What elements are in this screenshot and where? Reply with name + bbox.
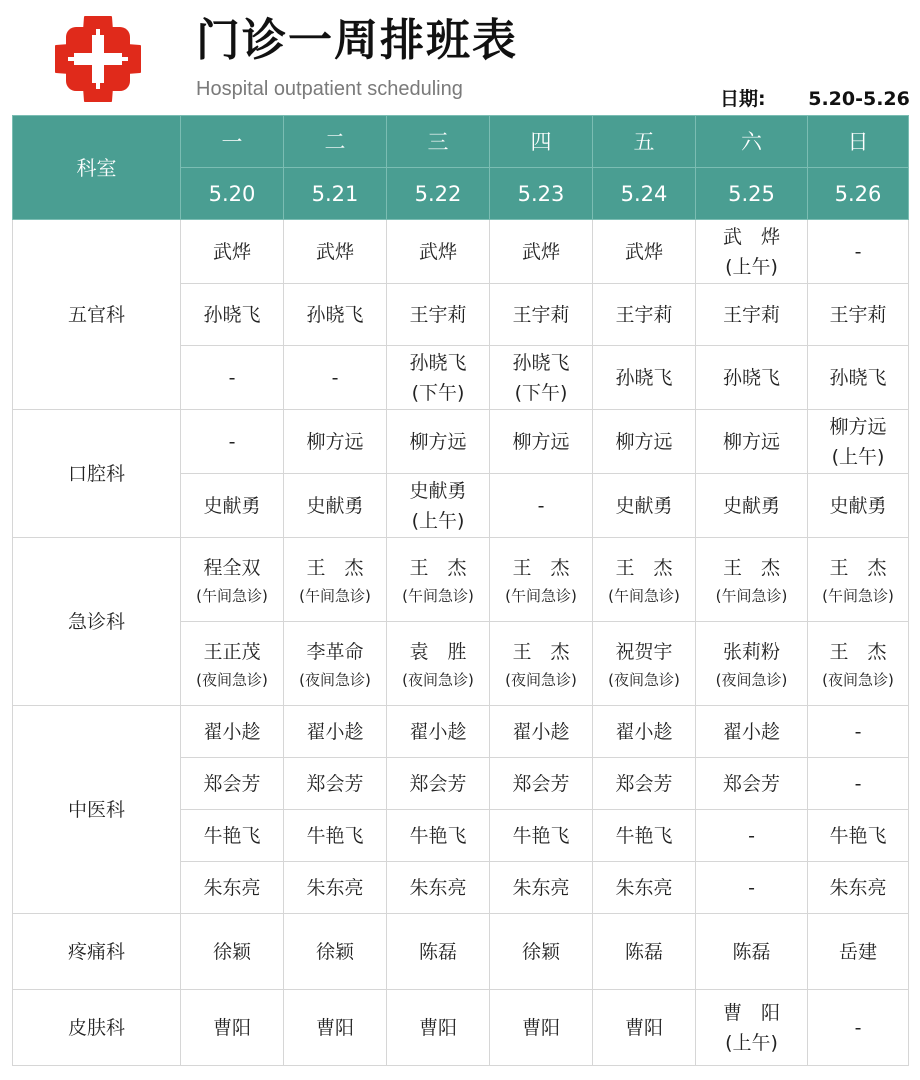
schedule-cell <box>490 538 593 622</box>
schedule-cell <box>696 284 808 346</box>
shift-type: (午间急诊) <box>299 586 371 605</box>
doctor-name: 袁 胜 <box>409 640 467 663</box>
page-header <box>0 0 920 116</box>
doctor-name: 牛艳飞 <box>829 824 887 847</box>
doctor-name: 曹阳 <box>521 1016 560 1039</box>
empty-slot: - <box>854 772 862 795</box>
schedule-cell <box>696 706 808 758</box>
doctor-name: 王宇莉 <box>829 303 887 326</box>
dept-name: 口腔科 <box>13 410 181 538</box>
doctor-name: 李革命 <box>306 640 364 663</box>
doctor-name: 王 杰 <box>722 556 780 579</box>
schedule-cell <box>387 538 490 622</box>
schedule-cell <box>284 474 387 538</box>
doctor-name: 郑会芳 <box>722 772 780 795</box>
schedule-cell <box>490 622 593 706</box>
dept-name: 五官科 <box>13 220 181 410</box>
doctor-name: 武烨 <box>521 240 560 263</box>
shift-type: (午间急诊) <box>715 586 788 605</box>
shift-type: (夜间急诊) <box>505 670 577 689</box>
schedule-cell <box>181 220 284 284</box>
shift-note: (上午) <box>725 1031 778 1054</box>
schedule-cell <box>284 346 387 410</box>
schedule-cell <box>490 284 593 346</box>
doctor-name: 武烨 <box>624 240 663 263</box>
schedule-cell <box>696 410 808 474</box>
table-row <box>13 410 909 474</box>
doctor-name: 郑会芳 <box>615 772 673 795</box>
schedule-cell <box>387 220 490 284</box>
schedule-cell <box>808 284 909 346</box>
doctor-name: 陈磊 <box>624 940 663 963</box>
doctor-name: 翟小趁 <box>203 720 261 743</box>
date-header: 5.25 <box>696 168 808 220</box>
schedule-cell <box>181 474 284 538</box>
shift-type: (夜间急诊) <box>299 670 371 689</box>
doctor-name: 牛艳飞 <box>306 824 364 847</box>
doctor-name: 柳方远 <box>829 415 887 438</box>
doctor-name: 孙晓飞 <box>615 366 673 389</box>
doctor-name: 曹阳 <box>212 1016 251 1039</box>
shift-type: (夜间急诊) <box>608 670 680 689</box>
table-row <box>13 914 909 990</box>
schedule-cell <box>696 538 808 622</box>
schedule-cell <box>696 810 808 862</box>
day-header: 二 <box>284 116 387 168</box>
schedule-cell <box>808 862 909 914</box>
shift-type: (夜间急诊) <box>196 670 268 689</box>
doctor-name: 徐颖 <box>315 940 354 963</box>
table-row <box>13 706 909 758</box>
doctor-name: 武烨 <box>418 240 457 263</box>
shift-type: (午间急诊) <box>608 586 680 605</box>
doctor-name: 孙晓飞 <box>306 303 364 326</box>
doctor-name: 孙晓飞 <box>409 351 467 374</box>
table-row <box>13 538 909 622</box>
schedule-cell <box>387 622 490 706</box>
shift-type: (夜间急诊) <box>822 670 894 689</box>
schedule-cell <box>808 758 909 810</box>
schedule-cell <box>696 622 808 706</box>
schedule-cell <box>490 346 593 410</box>
doctor-name: 王 杰 <box>829 556 887 579</box>
schedule-cell <box>387 990 490 1066</box>
date-header: 5.21 <box>284 168 387 220</box>
empty-slot: - <box>228 430 236 453</box>
doctor-name: 翟小趁 <box>615 720 673 743</box>
schedule-cell <box>593 410 696 474</box>
schedule-cell <box>808 810 909 862</box>
schedule-cell <box>284 990 387 1066</box>
schedule-cell <box>490 474 593 538</box>
shift-type: (午间急诊) <box>505 586 577 605</box>
doctor-name: 祝贺宇 <box>615 640 673 663</box>
schedule-cell <box>808 706 909 758</box>
schedule-cell <box>284 410 387 474</box>
schedule-cell <box>593 622 696 706</box>
doctor-name: 翟小趁 <box>722 720 780 743</box>
schedule-cell <box>808 346 909 410</box>
doctor-name: 史献勇 <box>409 479 467 502</box>
schedule-cell <box>490 706 593 758</box>
day-header: 五 <box>593 116 696 168</box>
doctor-name: 史献勇 <box>306 494 364 517</box>
doctor-name: 孙晓飞 <box>722 366 780 389</box>
schedule-cell <box>181 706 284 758</box>
schedule-cell <box>387 410 490 474</box>
doctor-name: 曹 阳 <box>722 1001 780 1024</box>
table-row <box>13 220 909 284</box>
dept-name: 皮肤科 <box>13 990 181 1066</box>
schedule-cell <box>181 758 284 810</box>
schedule-cell <box>696 474 808 538</box>
schedule-cell <box>387 758 490 810</box>
date-range <box>720 84 910 111</box>
date-header: 5.20 <box>181 168 284 220</box>
empty-slot: - <box>854 240 862 263</box>
doctor-name: 武烨 <box>212 240 251 263</box>
doctor-name: 牛艳飞 <box>409 824 467 847</box>
doctor-name: 陈磊 <box>732 940 771 963</box>
empty-slot: - <box>537 494 545 517</box>
doctor-name: 柳方远 <box>409 430 467 453</box>
doctor-name: 柳方远 <box>512 430 570 453</box>
schedule-cell <box>808 914 909 990</box>
doctor-name: 牛艳飞 <box>512 824 570 847</box>
schedule-cell <box>808 622 909 706</box>
schedule-cell <box>593 284 696 346</box>
doctor-name: 曹阳 <box>418 1016 457 1039</box>
empty-slot: - <box>748 824 755 847</box>
doctor-name: 郑会芳 <box>512 772 570 795</box>
doctor-name: 翟小趁 <box>409 720 467 743</box>
doctor-name: 郑会芳 <box>409 772 467 795</box>
doctor-name: 王正茂 <box>203 640 261 663</box>
shift-note: (上午) <box>725 255 778 278</box>
doctor-name: 牛艳飞 <box>203 824 261 847</box>
doctor-name: 郑会芳 <box>203 772 261 795</box>
schedule-cell <box>593 346 696 410</box>
dept-name: 疼痛科 <box>13 914 181 990</box>
schedule-cell <box>593 538 696 622</box>
schedule-cell <box>808 220 909 284</box>
schedule-cell <box>808 410 909 474</box>
schedule-cell <box>593 914 696 990</box>
shift-type: (夜间急诊) <box>402 670 474 689</box>
doctor-name: 朱东亮 <box>829 876 887 899</box>
doctor-name: 柳方远 <box>722 430 780 453</box>
doctor-name: 史献勇 <box>203 494 261 517</box>
schedule-cell <box>490 220 593 284</box>
doctor-name: 曹阳 <box>624 1016 663 1039</box>
schedule-cell <box>181 622 284 706</box>
schedule-cell <box>181 346 284 410</box>
doctor-name: 程全双 <box>203 556 261 579</box>
schedule-cell <box>387 706 490 758</box>
doctor-name: 张莉粉 <box>722 640 780 663</box>
schedule-cell <box>490 810 593 862</box>
shift-type: (午间急诊) <box>196 586 268 605</box>
doctor-name: 朱东亮 <box>203 876 261 899</box>
page-title: 门诊一周排班表 <box>196 15 518 66</box>
shift-note: (上午) <box>831 445 885 468</box>
doctor-name: 朱东亮 <box>512 876 570 899</box>
doctor-name: 史献勇 <box>722 494 780 517</box>
schedule-cell <box>696 990 808 1066</box>
doctor-name: 曹阳 <box>315 1016 354 1039</box>
doctor-name: 王宇莉 <box>409 303 467 326</box>
date-label: 日期: <box>720 88 766 110</box>
doctor-name: 陈磊 <box>418 940 457 963</box>
doctor-name: 王 杰 <box>829 640 887 663</box>
schedule-cell <box>490 914 593 990</box>
schedule-cell <box>387 346 490 410</box>
schedule-cell <box>808 990 909 1066</box>
schedule-cell <box>808 538 909 622</box>
doctor-name: 柳方远 <box>306 430 364 453</box>
schedule-table <box>12 115 909 1066</box>
dept-column-header: 科室 <box>13 116 181 220</box>
schedule-cell <box>593 758 696 810</box>
table-header <box>13 116 909 220</box>
doctor-name: 岳建 <box>838 940 877 963</box>
schedule-cell <box>284 810 387 862</box>
schedule-cell <box>284 758 387 810</box>
day-header: 日 <box>808 116 909 168</box>
doctor-name: 王宇莉 <box>615 303 673 326</box>
date-header: 5.26 <box>808 168 909 220</box>
doctor-name: 孙晓飞 <box>512 351 570 374</box>
empty-slot: - <box>854 1016 862 1039</box>
doctor-name: 武烨 <box>315 240 354 263</box>
schedule-cell <box>387 914 490 990</box>
schedule-cell <box>284 538 387 622</box>
doctor-name: 孙晓飞 <box>203 303 261 326</box>
schedule-cell <box>696 220 808 284</box>
empty-slot: - <box>748 876 755 899</box>
schedule-cell <box>284 284 387 346</box>
doctor-name: 翟小趁 <box>512 720 570 743</box>
doctor-name: 牛艳飞 <box>615 824 673 847</box>
schedule-cell <box>593 474 696 538</box>
date-header: 5.22 <box>387 168 490 220</box>
day-header: 三 <box>387 116 490 168</box>
doctor-name: 朱东亮 <box>306 876 364 899</box>
empty-slot: - <box>331 366 339 389</box>
shift-type: (午间急诊) <box>402 586 474 605</box>
schedule-cell <box>387 284 490 346</box>
doctor-name: 史献勇 <box>829 494 887 517</box>
doctor-name: 翟小趁 <box>306 720 364 743</box>
schedule-cell <box>490 862 593 914</box>
empty-slot: - <box>854 720 862 743</box>
doctor-name: 王 杰 <box>409 556 467 579</box>
date-header: 5.24 <box>593 168 696 220</box>
doctor-name: 王宇莉 <box>512 303 570 326</box>
day-header: 四 <box>490 116 593 168</box>
doctor-name: 史献勇 <box>615 494 673 517</box>
schedule-cell <box>284 706 387 758</box>
doctor-name: 朱东亮 <box>409 876 467 899</box>
red-cross-medical-icon <box>52 14 144 104</box>
schedule-cell <box>490 758 593 810</box>
schedule-cell <box>181 538 284 622</box>
doctor-name: 徐颖 <box>521 940 560 963</box>
schedule-cell <box>181 990 284 1066</box>
schedule-cell <box>696 862 808 914</box>
date-value: 5.20-5.26 <box>808 88 910 110</box>
schedule-cell <box>490 990 593 1066</box>
schedule-cell <box>593 810 696 862</box>
schedule-cell <box>696 758 808 810</box>
shift-type: (夜间急诊) <box>715 670 788 689</box>
schedule-cell <box>284 622 387 706</box>
table-body <box>13 220 909 1066</box>
schedule-cell <box>284 220 387 284</box>
doctor-name: 武 烨 <box>722 225 780 248</box>
schedule-cell <box>696 914 808 990</box>
doctor-name: 郑会芳 <box>306 772 364 795</box>
schedule-cell <box>696 346 808 410</box>
shift-note: (下午) <box>514 381 568 404</box>
page-subtitle: Hospital outpatient scheduling <box>196 78 463 100</box>
day-header: 六 <box>696 116 808 168</box>
doctor-name: 王 杰 <box>615 556 673 579</box>
day-header: 一 <box>181 116 284 168</box>
dept-name: 中医科 <box>13 706 181 914</box>
doctor-name: 孙晓飞 <box>829 366 887 389</box>
table-row <box>13 990 909 1066</box>
schedule-cell <box>593 990 696 1066</box>
doctor-name: 柳方远 <box>615 430 673 453</box>
schedule-cell <box>181 284 284 346</box>
doctor-name: 徐颖 <box>212 940 251 963</box>
dept-name: 急诊科 <box>13 538 181 706</box>
schedule-cell <box>284 862 387 914</box>
schedule-cell <box>387 810 490 862</box>
date-header: 5.23 <box>490 168 593 220</box>
schedule-cell <box>490 410 593 474</box>
schedule-cell <box>387 862 490 914</box>
schedule-cell <box>181 862 284 914</box>
doctor-name: 朱东亮 <box>615 876 673 899</box>
schedule-cell <box>181 810 284 862</box>
schedule-cell <box>808 474 909 538</box>
doctor-name: 王 杰 <box>512 640 570 663</box>
schedule-cell <box>593 706 696 758</box>
schedule-cell <box>181 914 284 990</box>
doctor-name: 王 杰 <box>306 556 364 579</box>
schedule-cell <box>181 410 284 474</box>
shift-note: (上午) <box>411 509 465 532</box>
schedule-cell <box>593 862 696 914</box>
shift-type: (午间急诊) <box>822 586 894 605</box>
schedule-cell <box>284 914 387 990</box>
schedule-cell <box>593 220 696 284</box>
schedule-cell <box>387 474 490 538</box>
empty-slot: - <box>228 366 236 389</box>
shift-note: (下午) <box>411 381 465 404</box>
doctor-name: 王 杰 <box>512 556 570 579</box>
doctor-name: 王宇莉 <box>722 303 780 326</box>
